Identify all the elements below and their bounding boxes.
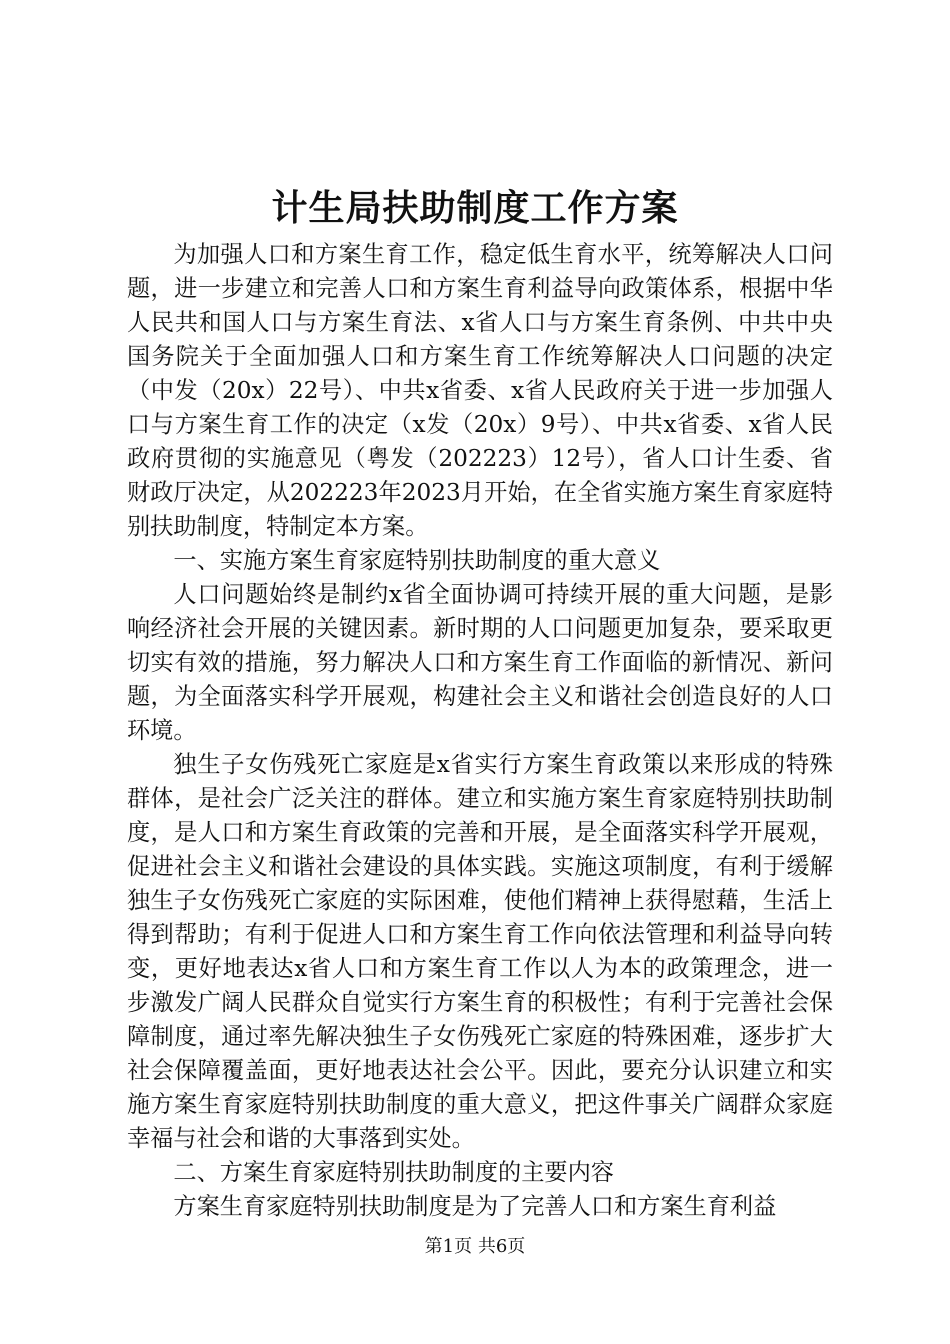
section-heading-2: 二、方案生育家庭特别扶助制度的主要内容 (173, 1159, 614, 1186)
page-number-footer: 第1页 共6页 (424, 1236, 526, 1257)
document-title: 计生局扶助制度工作方案 (271, 187, 679, 229)
paragraph-section-2-a: 方案生育家庭特别扶助制度是为了完善人口和方案生育利益 (173, 1193, 777, 1220)
paragraph-intro: 为加强人口和方案生育工作，稳定低生育水平，统筹解决人口问题，进一步建立和完善人口和方案生育利益导向政策体系，根据中华人民共和国人口与方案生育法、x省人口与方案生育条例、中共中央国务院关于全面加强人口和方案生育工作统筹解决人口问题的决定（中发（20x）22号）、中共x省委、x省人民政府关于进一步加强人口与方案生育工作的决定（x发（20x）9号）、中共x省委、x省人民政府贯彻的实施意见（粤发（202223）12号），省人口计生委、省财政厅决定，从202223年2023月开始，在全省实施方案生育家庭特别扶助制度，特制定本方案。 (127, 241, 833, 540)
paragraph-section-1-b: 独生子女伤残死亡家庭是x省实行方案生育政策以来形成的特殊群体，是社会广泛关注的群体。建立和实施方案生育家庭特别扶助制度，是人口和方案生育政策的完善和开展，是全面落实科学开展观，促进社会主义和谐社会建设的具体实践。实施这项制度，有利于缓解独生子女伤残死亡家庭的实际困难，使他们精神上获得慰藉，生活上得到帮助；有利于促进人口和方案生育工作向依法管理和利益导向转变，更好地表达x省人口和方案生育工作以人为本的政策理念，进一步激发广阔人民群众自觉实行方案生育的积极性；有利于完善社会保障制度，通过率先解决独生子女伤残死亡家庭的特殊困难，逐步扩大社会保障覆盖面，更好地表达社会公平。因此，要充分认识建立和实施方案生育家庭特别扶助制度的重大意义，把这件事关广阔群众家庭幸福与社会和谐的大事落到实处。 (127, 751, 833, 1152)
section-heading-1: 一、实施方案生育家庭特别扶助制度的重大意义 (173, 547, 661, 574)
paragraph-section-1-a: 人口问题始终是制约x省全面协调可持续开展的重大问题，是影响经济社会开展的关键因素。新时期的人口问题更加复杂，要采取更切实有效的措施，努力解决人口和方案生育工作面临的新情况、新问题，为全面落实科学开展观，构建社会主义和谐社会创造良好的人口环境。 (127, 581, 833, 744)
document-body (127, 238, 833, 1224)
